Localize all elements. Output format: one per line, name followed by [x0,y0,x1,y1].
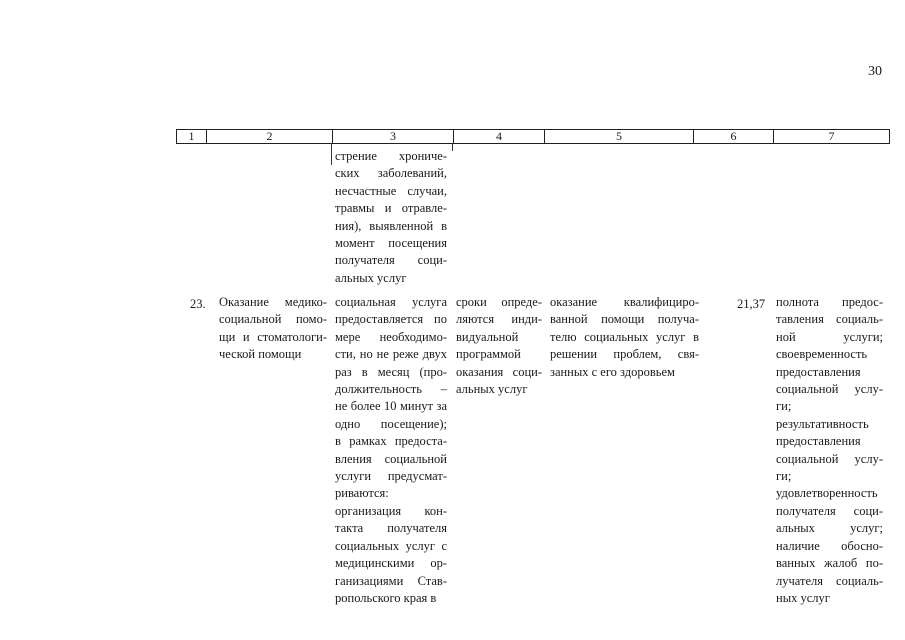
text-line: тавления социаль- [776,312,883,327]
text-line: травмы и отравле- [335,201,447,216]
header-col-7: 7 [773,130,889,143]
header-col-6: 6 [693,130,773,143]
text-line: социальной услу- [776,382,883,397]
text-line: полнота предос- [776,295,883,309]
text-line: телю социальных услуг в [550,329,699,344]
text-line: социальных услуг с [335,538,447,553]
text-line: занных с его здоровьем [550,364,675,379]
service-cost: 21,37 [737,297,766,311]
header-col-2: 2 [206,130,332,143]
text-line: вления социальной [335,451,447,466]
text-line: риваются: [335,486,389,501]
text-line: альных услуг; [776,521,883,536]
header-col-5: 5 [544,130,693,143]
text-line: предоставляется по [335,312,447,327]
service-terms-text [456,294,542,398]
text-line: одно посещение); [335,416,447,431]
text-line: несчастные случаи, [335,183,447,198]
text-line: должительность – [335,382,447,397]
text-line: ги; [776,399,792,414]
text-line: услуги предусмат- [335,469,447,484]
text-line: предоставления [776,364,861,379]
text-line: сроки опреде- [456,295,542,309]
text-line: получателя соци- [776,503,883,518]
service-description-text [335,294,447,607]
text-line: удовлетворенность [776,486,878,501]
text-line: альных услуг [456,382,528,397]
text-line: оказания соци- [456,364,542,379]
text-line: ванных жалоб по- [776,556,883,571]
text-line: ния), выявленной в [335,218,447,233]
service-result-text [550,294,699,381]
text-line: момент посещения [335,236,447,251]
text-line: ских заболеваний, [335,166,447,181]
text-line: результативность [776,416,869,431]
text-line: программой [456,347,521,362]
text-line: сти, но не реже двух [335,347,447,362]
text-line: ных услуг [776,590,830,605]
service-name-text [219,294,327,364]
text-line: оказание квалифициро- [550,295,699,309]
header-col-1: 1 [188,129,195,143]
text-line: стрение хрониче- [335,149,447,163]
column-divider-4 [452,143,453,151]
row-number: 23. [190,297,206,311]
text-line: мере необходимо- [335,329,447,344]
text-line: щи и стоматологи- [219,329,327,344]
text-line: ческой помощи [219,347,302,362]
text-line: в рамках предоста- [335,434,447,449]
text-line: социальная услуга [335,295,447,309]
text-line: социальной услу- [776,451,883,466]
column-divider-3 [331,143,332,165]
table-header-row [176,129,890,144]
text-line: ги; [776,469,792,484]
text-line: ропольского края в [335,590,437,605]
header-col-3: 3 [332,130,453,143]
text-line: решении проблем, свя- [550,347,699,362]
text-line: медицинскими ор- [335,556,447,571]
page-number: 30 [868,64,882,79]
text-line: наличие обосно- [776,538,883,553]
text-line: организация кон- [335,503,447,518]
text-line: предоставления [776,434,861,449]
continuation-col3-text [335,148,447,287]
text-line: не более 10 минут за [335,399,447,414]
header-col-4: 4 [453,130,544,143]
text-line: ляются инди- [456,312,542,327]
text-line: ной услуги; [776,329,883,344]
text-line: лучателя социаль- [776,573,883,588]
text-line: своевременность [776,347,868,362]
text-line: альных услуг [335,270,407,285]
text-line: видуальной [456,329,519,344]
text-line: ванной помощи получа- [550,312,699,327]
text-line: раз в месяц (про- [335,364,447,379]
text-line: ганизациями Став- [335,573,447,588]
text-line: Оказание медико- [219,295,327,309]
text-line: такта получателя [335,521,447,536]
text-line: социальной помо- [219,312,327,327]
text-line: получателя соци- [335,253,447,268]
quality-criteria-text [776,294,883,607]
